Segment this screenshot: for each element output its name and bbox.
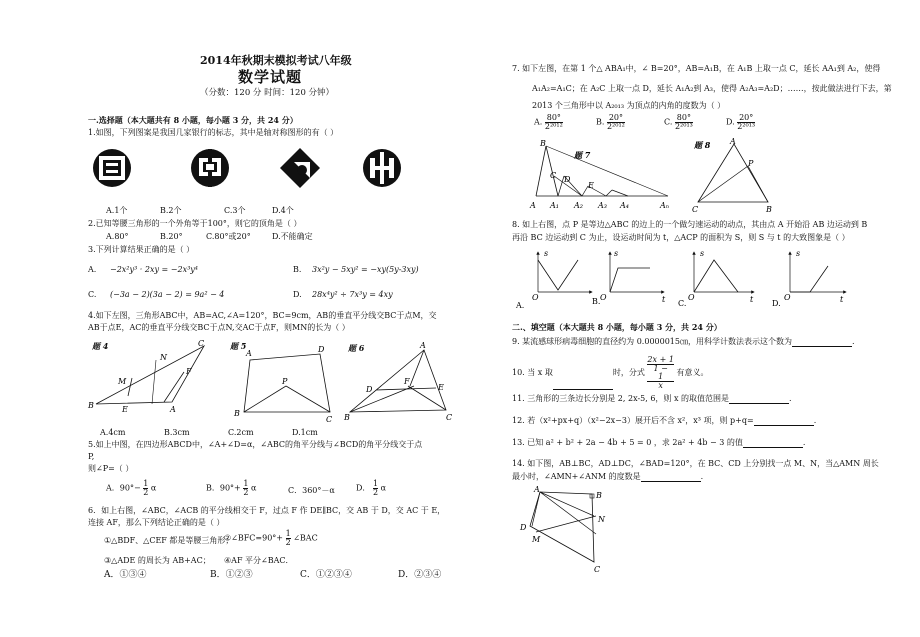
fig7-letter-an: Aₙ (660, 201, 670, 210)
q8-graphs (514, 246, 854, 310)
q1-option-b: B.2个 (160, 206, 182, 215)
fig7-letter-e: E (588, 181, 594, 190)
q8-graph-b (592, 249, 666, 306)
q6-line1: 6．如上右图，∠ABC，∠ACB 的平分线相交于 F，过点 F 作 DE∥BC，交 AB 于 D，交 AC 于 E， (88, 506, 446, 515)
q8-graph-c (678, 249, 754, 308)
fig8-letter-c: C (692, 205, 699, 214)
fig7-letter-d: D (564, 175, 571, 184)
fig14-letter-b: B (596, 491, 602, 500)
svg-text:s: s (544, 249, 549, 258)
section-fill-title: 二.、填空题（本大题共 8 小题，每小题 3 分，共 24 分） (512, 322, 722, 332)
q10-item: 10. 当 x 取 时，分式 2x + 1 1 − 1 x 有意义。 (512, 355, 709, 390)
fig5-letter-a: A (246, 349, 252, 358)
q6-option-b: B．①②③ (210, 570, 253, 580)
q4-line1: 4.如下左图，三角形ABC中，AB=AC,∠A=120°，BC=9cm，AB的垂直平分线交BC于点M，交 (88, 311, 437, 320)
q7-option-c: C. $\frac{80^\circ}{\text{2²⁰¹³}}$ (664, 113, 693, 131)
q3-text: 3.下列计算结果正确的是（ ） (88, 245, 195, 254)
q5-option-a: A．90°− $\frac{1}{2}$ α (106, 479, 157, 497)
fig4-letter-f: F (186, 367, 192, 376)
svg-text:t: t (662, 295, 666, 304)
fig6-letter-e: E (438, 383, 444, 392)
fig14-letter-c: C (594, 565, 601, 574)
q1-option-c: C.3个 (224, 206, 246, 215)
fig4-letter-b: B (88, 401, 94, 410)
q5-line2: P, (88, 452, 95, 461)
fig14-letter-n: N (598, 515, 605, 524)
fig5-letter-d: D (318, 345, 325, 354)
q8-line2: 再沿 BC 边运动到 C 为止，设运动时间为 t，△ACP 的面积为 S，则 S 与 t 的大致图象是（ ） (512, 233, 850, 242)
q4-option-a: A.4cm (100, 428, 126, 437)
q8-graph-a (515, 249, 592, 310)
fig5-diagram (228, 340, 344, 422)
q3-option-d-label: D. (293, 290, 302, 299)
q3-option-b-label: B. (293, 265, 302, 274)
fig8-letter-p: P (748, 159, 754, 168)
q4-line2: AB于点E，AC的垂直平分线交BC于点N,交AC于点F，则MN的长为（ ） (88, 323, 350, 332)
q2-option-c: C.80°或20° (206, 232, 251, 241)
bank-logo-icon (93, 149, 131, 187)
svg-text:t: t (840, 295, 844, 304)
fig4-letter-e: E (122, 405, 128, 414)
fig7-letter-a2: A₂ (574, 201, 583, 210)
q2-option-a: A.80° (106, 232, 129, 241)
fig4-letter-c: C (198, 339, 205, 348)
fig4-diagram (86, 338, 216, 418)
q6-option-a: A．①③④ (104, 570, 147, 580)
q3-option-b-expr: 3x²y − 5xy² = −xy(5y-3xy) (312, 265, 419, 274)
fig8-letter-a: A (730, 137, 736, 146)
fig14-letter-d: D (520, 523, 527, 532)
q9-blank[interactable] (792, 337, 852, 347)
half-fraction: $\frac{1}{2}$ (243, 479, 249, 497)
q1-text: 1.如图，下列图案是我国几家银行的标志，其中是轴对称图形的有（ ） (88, 128, 339, 137)
bank-logo-icon (191, 149, 229, 187)
fig4-letter-m: M (118, 377, 127, 386)
q6-line2: 连接 AF，那么下列结论正确的是（ ） (88, 518, 225, 527)
q6-option-d: D．②③④ (398, 570, 442, 580)
q7-line3: 2013 个三角形中以 A₂₀₁₃ 为顶点的内角的度数为（ ） (532, 101, 726, 110)
fig7-letter-b: B (540, 139, 546, 148)
fig4-letter-a: A (170, 405, 176, 414)
q6-statement-3: ③△ADE 的周长为 AB+AC； (104, 556, 211, 565)
fig6-letter-b: B (344, 413, 350, 422)
q7-option-b: B. $\frac{20^\circ}{\text{2²⁰¹²}}$ (596, 113, 625, 131)
q13-item: 13. 已知 a² + b² + 2a − 4b + 5 = 0 ，求 2a² + 4b − 3 的值 . (512, 438, 806, 447)
q5-option-c: C．360°－α (288, 486, 335, 495)
fig6-letter-f: F (404, 377, 410, 386)
q8-line1: 8. 如上右图，点 P 是等边△ABC 的边上的一个做匀速运动的动点，其由点 A 开始沿 AB 边运动到 B (512, 220, 868, 229)
q8-label-c: C. (678, 299, 687, 308)
q4-option-c: C.2cm (228, 428, 254, 437)
svg-text:t: t (750, 295, 754, 304)
q1-option-a: A.1个 (106, 206, 128, 215)
fig7-letter-a3: A₃ (598, 201, 607, 210)
fig4-letter-n: N (160, 353, 167, 362)
q12-item: 12. 若（x²+px+q）（x²−2x−3）展开后不含 x²，x³ 项，则 p+q= . (512, 416, 817, 425)
q3-option-c-label: C. (88, 290, 97, 299)
fig7-label: 题 7 (574, 150, 591, 160)
fig14-letter-a: A (534, 485, 540, 494)
fig6-letter-c: C (446, 413, 453, 422)
q7-option-a: A. $\frac{80^\circ}{\text{2²⁰¹²}}$ (534, 113, 563, 131)
fig7-diagram (528, 138, 688, 216)
q11-blank[interactable] (729, 394, 789, 404)
q2-text: 2.已知等腰三角形的一个外角等于100°，则它的顶角是（ ） (88, 219, 302, 228)
fig6-diagram (342, 338, 462, 422)
q10-fraction: 2x + 1 1 − 1 x (647, 355, 674, 390)
q7-option-d: D. $\frac{20^\circ}{\text{2²⁰¹³}}$ (726, 113, 756, 131)
fig5-letter-p: P (282, 377, 288, 386)
q5-line1: 5.如上中图，在四边形ABCD中，∠A+∠D=α，∠ABC的角平分线与∠BCD的角平分线交于点 (88, 440, 423, 449)
exam-info: （分数：120 分 时间：120 分钟） (200, 88, 335, 98)
q6-option-c: C．①②③④ (300, 570, 352, 580)
q8-label-d: D. (772, 299, 781, 308)
fig6-letter-d: D (366, 385, 373, 394)
q14-line2: 最小时，∠AMN+∠ANM 的度数是 . (512, 472, 704, 481)
q9-item: 9. 某流感球形病毒细胞的直径约为 0.0000015㎝，用科学计数法表示这个数为 . (512, 337, 855, 346)
q4-option-d: D.1cm (292, 428, 318, 437)
fig14-diagram (516, 484, 616, 574)
exam-title: 2014年秋期末模拟考试八年级 (200, 54, 352, 67)
q8-label-a: A. (516, 301, 525, 310)
q5-line3: 则∠P=（ ） (88, 464, 134, 473)
q11-item: 11. 三角形的三条边长分别是 2, 2x-5, 6，则 x 的取值范围是 . (512, 394, 792, 403)
fig5-letter-b: B (234, 409, 240, 418)
svg-text:s: s (796, 249, 801, 258)
fig14-letter-m: M (532, 535, 541, 544)
svg-text:s: s (614, 249, 619, 258)
q4-option-b: B.3cm (164, 428, 190, 437)
fig8-diagram (690, 136, 790, 218)
q8-graph-d (772, 249, 846, 308)
svg-text:O: O (600, 293, 607, 302)
q3-option-a-label: A. (88, 265, 97, 274)
fig7-letter-a1: A₁ (550, 201, 559, 210)
section-choice-title: 一.选择题（本大题共有 8 小题，每小题 3 分，共 24 分） (88, 115, 298, 125)
subject-title: 数学试题 (238, 68, 303, 86)
q13-blank[interactable] (743, 438, 803, 448)
fig7-letter-a4: A₄ (620, 201, 629, 210)
q1-option-d: D.4个 (272, 206, 294, 215)
q5-option-d: D． $\frac{1}{2}$ α (356, 479, 387, 497)
half-fraction: $\frac{1}{2}$ (143, 479, 149, 497)
q7-line1: 7. 如下左图，在第 1 个△ ABA₁中，∠ B=20°，AB=A₁B，在 A₁B 上取一点 C，延长 AA₁到 A₂，使得 (512, 64, 881, 73)
half-fraction: $\frac{1}{2}$ (372, 479, 379, 497)
q10-blank[interactable] (553, 380, 613, 390)
fig8-label: 题 8 (694, 140, 711, 150)
q6-statement-1: ①△BDF、△CEF 都是等腰三角形； (104, 536, 234, 545)
q6-statement-4: ④AF 平分∠BAC． (224, 556, 294, 565)
fig4-label: 题 4 (92, 341, 109, 351)
q2-option-d: D.不能确定 (272, 232, 313, 241)
q14-blank[interactable] (641, 472, 701, 482)
svg-text:O: O (532, 293, 539, 302)
fig7-letter-a: A (530, 201, 536, 210)
svg-text:O: O (784, 293, 791, 302)
q14-line1: 14. 如下图，AB⊥BC，AD⊥DC，∠BAD=120°，在 BC、CD 上分别找一点 M、N，当△AMN 周长 (512, 459, 879, 468)
q8-label-b: B. (592, 297, 601, 306)
fig7-letter-c: C (550, 171, 557, 180)
bank-logo-icon (280, 148, 320, 188)
q3-option-d-expr: 28x⁴y² ÷ 7x³y = 4xy (312, 290, 393, 299)
fig5-label: 题 5 (230, 341, 247, 351)
q7-line2: A₁A₂=A₁C；在 A₂C 上取一点 D，延长 A₁A₂到 A₃，使得 A₂A₃=A₂D；……，按此做法进行下去，第 (532, 84, 892, 93)
bank-logos (92, 146, 402, 194)
bank-logo-icon (363, 149, 401, 187)
half-fraction: $\frac{1}{2}$ (285, 529, 291, 547)
q3-option-a-expr: −2x²y³ · 2xy = −2x³y⁴ (110, 265, 199, 274)
q6-statement-2: ②∠BFC=90°+ $\frac{1}{2}$ ∠BAC (224, 529, 318, 547)
svg-text:O: O (688, 293, 695, 302)
q5-option-b: B．90°+ $\frac{1}{2}$ α (206, 479, 257, 497)
q12-blank[interactable] (754, 416, 814, 426)
fig6-label: 题 6 (348, 343, 365, 353)
svg-text:s: s (700, 249, 705, 258)
fig6-letter-a: A (420, 341, 426, 350)
q3-option-c-expr: (−3a − 2)(3a − 2) = 9a² − 4 (110, 290, 225, 299)
fig8-letter-b: B (766, 205, 772, 214)
q2-option-b: B.20° (160, 232, 183, 241)
fig5-letter-c: C (326, 415, 333, 422)
